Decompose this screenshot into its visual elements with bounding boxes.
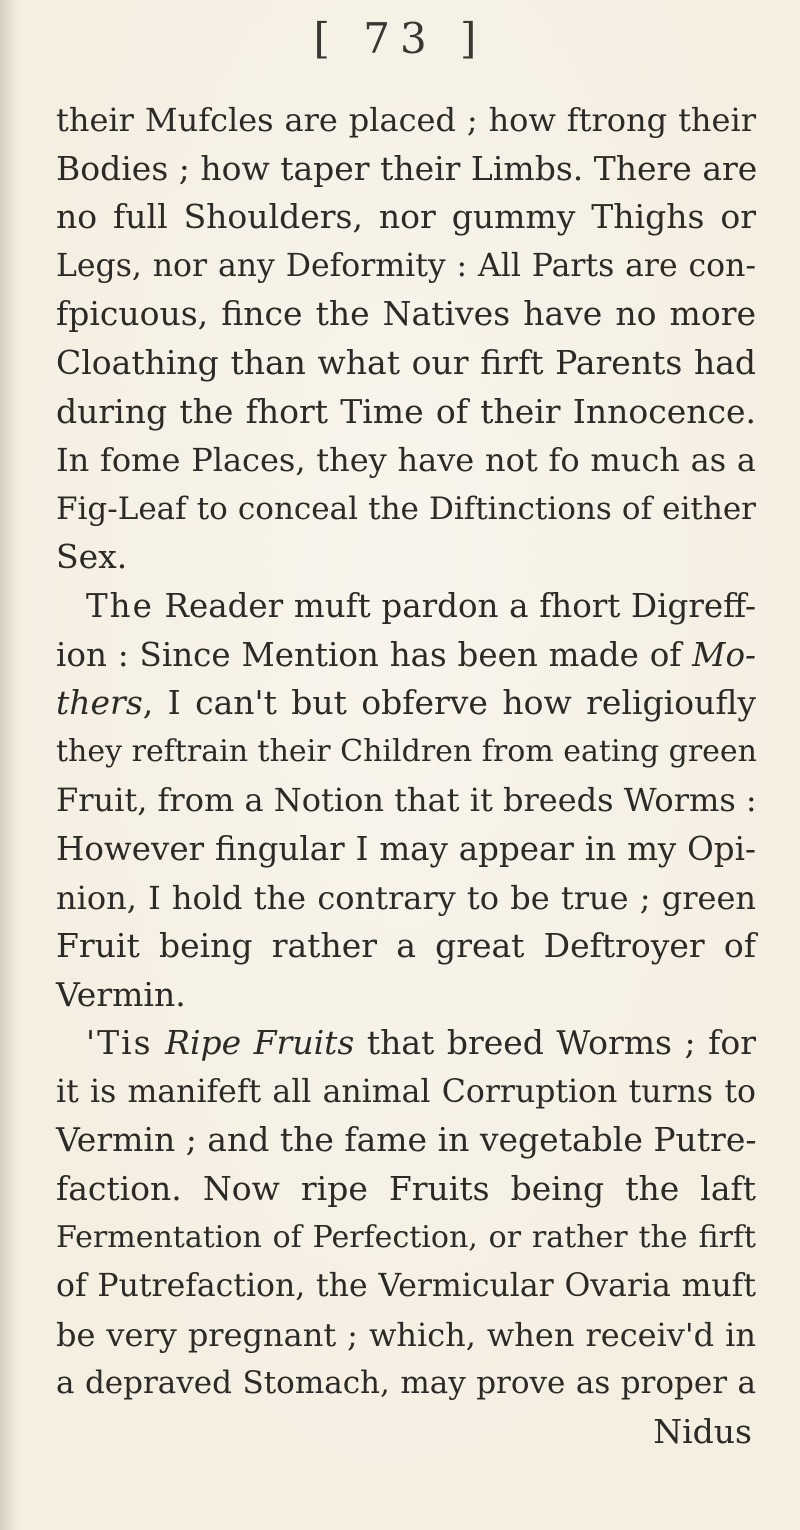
- text-line: faction. Now ripe Fruits being the laft: [56, 1169, 756, 1209]
- text-line: Fruit being rather a great Deftroyer of: [56, 926, 756, 966]
- text-line: [56, 631, 756, 680]
- text-line: Bodies ; how taper their Limbs. There are: [56, 148, 758, 188]
- text-line: Legs, nor any Deformity : All Parts are con-: [56, 247, 756, 284]
- dropword: The: [86, 586, 154, 625]
- page-number: [ 73 ]: [313, 14, 487, 63]
- text-line: Fruit, from a Notion that it breeds Worms :: [56, 781, 757, 820]
- page-gutter-shadow: [0, 0, 18, 1530]
- text-fragment: , I can't but obferve how religioufly: [142, 683, 756, 723]
- text-line: of Putrefaction, the Vermicular Ovaria muft: [56, 1268, 756, 1305]
- text-line: [56, 1019, 756, 1068]
- text-line: Cloathing than what our firft Parents had: [56, 342, 756, 382]
- text-fragment: Reader muft pardon a fhort Digreff-: [153, 586, 756, 625]
- catchword: Nidus: [653, 1412, 752, 1452]
- text-fragment: that breed Worms ; for: [354, 1023, 756, 1063]
- text-line: Vermin ; and the fame in vegetable Putre-: [56, 1120, 757, 1160]
- italic-fragment: Ripe Fruits: [165, 1023, 355, 1063]
- text-line: fpicuous, fince the Natives have no more: [56, 294, 756, 334]
- text-line: be very pregnant ; which, when receiv'd in: [56, 1315, 756, 1354]
- text-line: However fingular I may appear in my Opi-: [56, 829, 756, 868]
- italic-fragment: thers: [56, 683, 143, 723]
- text-line: their Mufcles are placed ; how ftrong their: [56, 101, 756, 139]
- text-line: Fermentation of Perfection, or rather the firft: [56, 1219, 756, 1255]
- text-line: no full Shoulders, nor gummy Thighs or: [56, 197, 756, 237]
- text-line: nion, I hold the contrary to be true ; green: [56, 878, 756, 917]
- italic-fragment: Mo-: [692, 635, 756, 674]
- text-line: during the fhort Time of their Innocence.: [56, 391, 756, 431]
- text-fragment: ion : Since Mention has been made of: [56, 635, 693, 674]
- text-line: Sex.: [56, 537, 128, 577]
- dropword: 'Tis: [86, 1023, 153, 1063]
- text-line: Fig-Leaf to conceal the Diftinctions of either: [56, 490, 756, 527]
- text-line: Vermin.: [56, 974, 186, 1014]
- body-text: [56, 96, 756, 1457]
- text-line: they reftrain their Children from eating green: [56, 733, 757, 769]
- text-line: [56, 582, 756, 631]
- text-line: it is manifeft all animal Corruption turns to: [56, 1073, 756, 1110]
- text-line: [56, 679, 756, 728]
- text-line: In fome Places, they have not fo much as a: [56, 441, 756, 480]
- text-line: a depraved Stomach, may prove as proper a: [56, 1365, 756, 1402]
